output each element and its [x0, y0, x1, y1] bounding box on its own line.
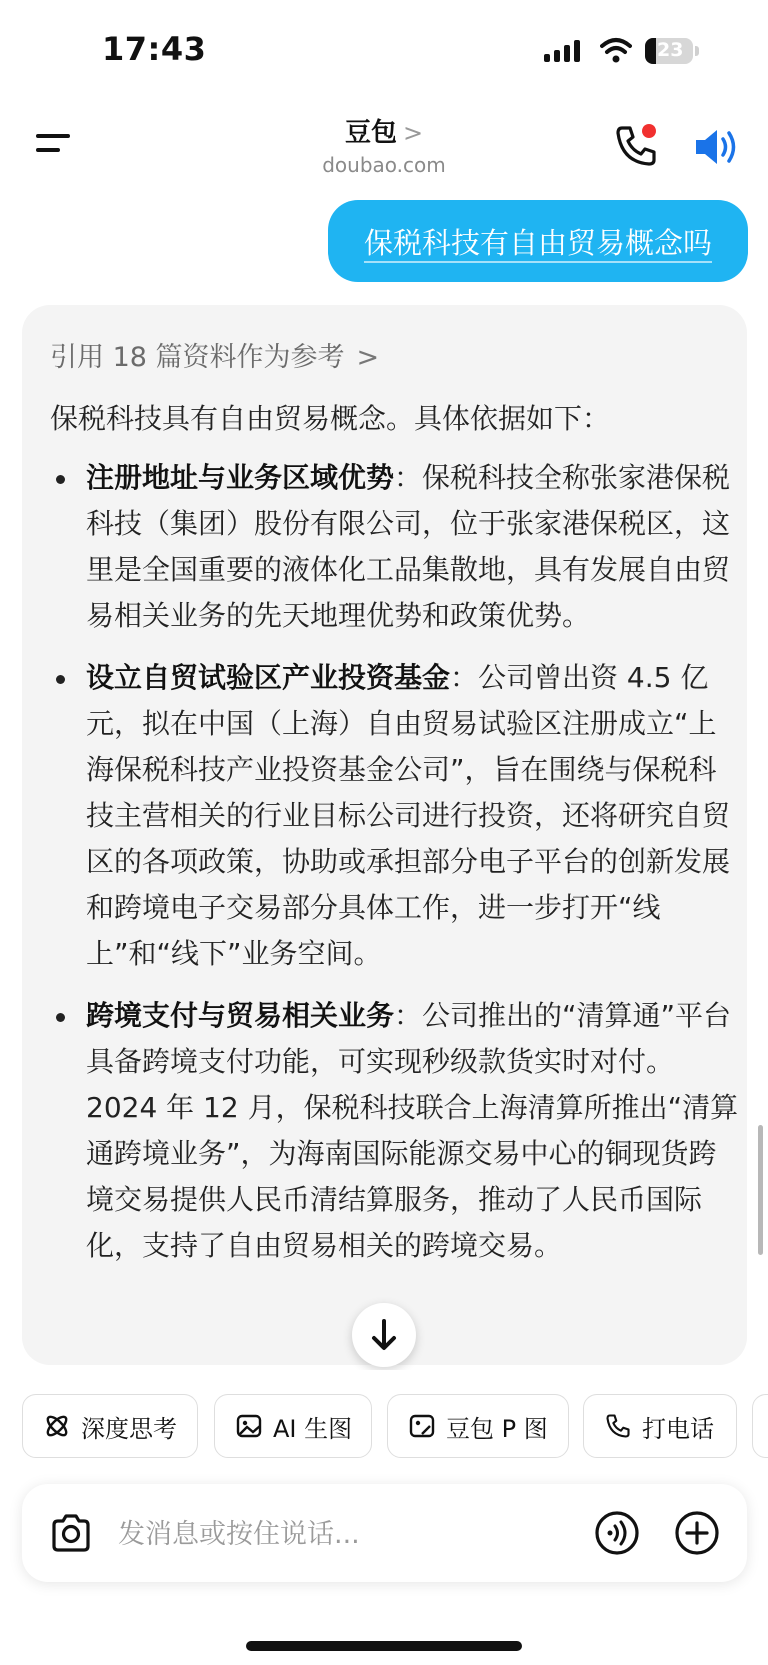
battery-percent: 23 [657, 39, 684, 61]
photo-edit-icon [408, 1412, 436, 1440]
image-icon [235, 1412, 263, 1440]
message-input[interactable] [116, 1508, 590, 1560]
scrollbar[interactable] [758, 1125, 763, 1255]
chip-label: 豆包 P 图 [446, 1414, 548, 1443]
bullet-icon [56, 675, 65, 684]
list-item [50, 455, 740, 639]
page-title-text: 豆包 [344, 118, 397, 148]
chip-label: AI 生图 [273, 1414, 353, 1443]
point-title: 设立自贸试验区产业投资基金 [86, 661, 451, 694]
point-text: ：保税科技全称张家港保税科技（集团）股份有限公司，位于张家港保税区，这里是全国重要的液体化工品集散地，具有发展自由贸易相关业务的先天地理优势和政策优势。 [86, 461, 731, 632]
status-bar [0, 0, 768, 100]
voice-input-icon[interactable] [594, 1510, 640, 1556]
page-title[interactable] [284, 112, 484, 149]
list-item [50, 993, 740, 1269]
menu-button[interactable] [36, 132, 74, 160]
phone-call-chip[interactable] [583, 1394, 737, 1458]
chevron-right-icon: > [356, 342, 380, 373]
user-message-text: 保税科技有自由贸易概念吗 [363, 225, 712, 260]
page-subtitle: doubao.com [322, 153, 446, 177]
answer-point-list [50, 455, 740, 1285]
user-message-bubble[interactable] [328, 200, 748, 282]
point-title: 注册地址与业务区域优势 [86, 461, 395, 494]
scroll-to-bottom-button[interactable] [352, 1303, 416, 1367]
answer-intro: 保税科技具有自由贸易概念。具体依据如下： [50, 402, 611, 435]
battery-icon [645, 38, 699, 64]
camera-icon[interactable] [48, 1510, 94, 1556]
speaker-icon[interactable] [692, 124, 740, 170]
point-text: ：公司推出的“清算通”平台具备跨境支付功能，可实现秒级款货实时对付。2024 年 12 月，保税科技联合上海清算所推出“清算通跨境业务”，为海南国际能源交易中心的铜现货跨境交易提供人民币清结算服务，推动了人民币国际化，支持了自由贸易相关的跨境交易。 [86, 999, 739, 1262]
assistant-answer-card [22, 305, 747, 1365]
quick-action-bar [0, 1370, 768, 1470]
notification-dot [642, 124, 656, 138]
more-chip[interactable] [752, 1394, 768, 1458]
status-time: 17:43 [102, 30, 207, 68]
add-icon[interactable] [674, 1510, 720, 1556]
references-label: 引用 18 篇资料作为参考 [50, 342, 345, 373]
bullet-icon [56, 475, 65, 484]
ai-image-chip[interactable] [214, 1394, 372, 1458]
chat-header[interactable] [284, 112, 484, 177]
chip-label: 深度思考 [81, 1414, 177, 1443]
point-text: ：公司曾出资 4.5 亿元，拟在中国（上海）自由贸易试验区注册成立“上海保税科技产业投资基金公司”，旨在围绕与保税科技主营相关的行业目标公司进行投资，还将研究自贸区的各项政策，协助或承担部分电子平台的创新发展和跨境电子交易部分具体工作，进一步打开“线上”和“线下”业务空间。 [86, 661, 731, 970]
phone-icon [604, 1412, 632, 1440]
atom-icon [43, 1412, 71, 1440]
deep-think-chip[interactable] [22, 1394, 198, 1458]
wifi-icon [600, 37, 632, 63]
photo-edit-chip[interactable] [387, 1394, 569, 1458]
home-indicator[interactable] [246, 1641, 522, 1651]
references-link[interactable] [50, 335, 379, 374]
chevron-right-icon: > [402, 119, 424, 147]
message-composer [22, 1484, 747, 1582]
bullet-icon [56, 1013, 65, 1022]
list-item [50, 655, 740, 977]
cellular-signal-icon [544, 40, 584, 62]
point-title: 跨境支付与贸易相关业务 [86, 999, 395, 1032]
chip-label: 打电话 [642, 1414, 714, 1443]
